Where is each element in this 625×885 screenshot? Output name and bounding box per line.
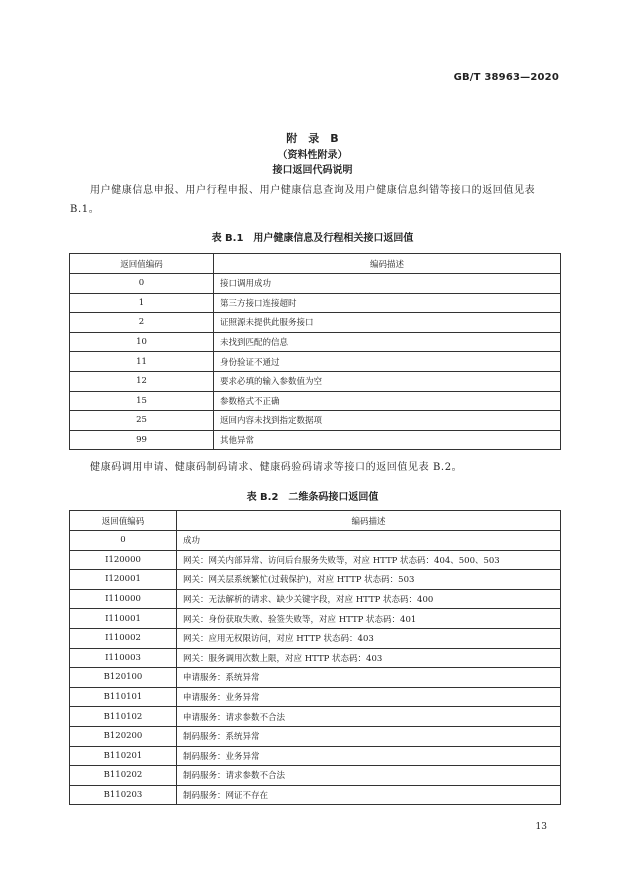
description-cell: 网关：身份获取失败、验签失败等，对应 HTTP 状态码：401 <box>177 609 561 629</box>
return-code-cell: I110000 <box>70 589 177 609</box>
return-code-cell: 12 <box>70 371 214 391</box>
description-cell: 制码服务：业务异常 <box>177 746 561 766</box>
description-cell: 第三方接口连接超时 <box>214 293 561 313</box>
return-code-cell: I110001 <box>70 609 177 629</box>
description-cell: 要求必填的输入参数值为空 <box>214 371 561 391</box>
annex-subtitle: （资料性附录） <box>277 150 348 161</box>
page-number: 13 <box>535 822 547 832</box>
return-code-cell: B110101 <box>70 687 177 707</box>
table-row <box>70 411 561 431</box>
table2-caption: 表 B.2 二维条码接口返回值 <box>246 492 379 503</box>
return-code-cell: B110102 <box>70 707 177 727</box>
annex-name: 接口返回代码说明 <box>272 165 353 176</box>
table-row <box>70 707 561 727</box>
return-code-cell: 2 <box>70 313 214 333</box>
description-cell: 身份验证不通过 <box>214 352 561 372</box>
return-code-cell: I110003 <box>70 648 177 668</box>
description-cell: 其他异常 <box>214 430 561 450</box>
table-row <box>70 687 561 707</box>
return-code-cell: 99 <box>70 430 214 450</box>
return-code-cell: I120000 <box>70 550 177 570</box>
table1-header-description: 编码描述 <box>214 254 561 274</box>
description-cell: 参数格式不正确 <box>214 391 561 411</box>
table-row <box>70 589 561 609</box>
return-code-cell: 10 <box>70 332 214 352</box>
table-row <box>70 531 561 551</box>
return-code-cell: B120200 <box>70 726 177 746</box>
description-cell: 制码服务：请求参数不合法 <box>177 766 561 786</box>
table-row <box>70 274 561 294</box>
description-cell: 制码服务：系统异常 <box>177 726 561 746</box>
description-cell: 网关：应用无权限访问，对应 HTTP 状态码：403 <box>177 628 561 648</box>
table1-header-code: 返回值编码 <box>70 254 214 274</box>
return-code-cell: I120001 <box>70 570 177 590</box>
description-cell: 网关：网关内部异常、访问后台服务失败等，对应 HTTP 状态码：404、500、503 <box>177 550 561 570</box>
return-code-cell: B110201 <box>70 746 177 766</box>
description-cell: 制码服务：网证不存在 <box>177 785 561 805</box>
table2 <box>69 510 561 805</box>
description-cell: 申请服务：系统异常 <box>177 668 561 688</box>
paragraph-table1-intro: 用户健康信息申报、用户行程申报、用户健康信息查询及用户健康信息纠错等接口的返回值见表 B.1。 <box>70 185 536 215</box>
table-row <box>70 746 561 766</box>
table2-header-code: 返回值编码 <box>70 511 177 531</box>
annex-title: 附 录 B <box>286 132 339 145</box>
table-row <box>70 785 561 805</box>
description-cell: 成功 <box>177 531 561 551</box>
description-cell: 返回内容未找到指定数据项 <box>214 411 561 431</box>
description-cell: 接口调用成功 <box>214 274 561 294</box>
table-row <box>70 430 561 450</box>
table-row <box>70 570 561 590</box>
table-row <box>70 726 561 746</box>
description-cell: 网关：服务调用次数上限，对应 HTTP 状态码：403 <box>177 648 561 668</box>
description-cell: 申请服务：请求参数不合法 <box>177 707 561 727</box>
return-code-cell: 25 <box>70 411 214 431</box>
return-code-cell: B110203 <box>70 785 177 805</box>
table2-header-description: 编码描述 <box>177 511 561 531</box>
table1 <box>69 253 561 450</box>
return-code-cell: B120100 <box>70 668 177 688</box>
table-row <box>70 391 561 411</box>
table-row <box>70 550 561 570</box>
description-cell: 申请服务：业务异常 <box>177 687 561 707</box>
return-code-cell: 0 <box>70 274 214 294</box>
return-code-cell: 1 <box>70 293 214 313</box>
return-code-cell: 15 <box>70 391 214 411</box>
standard-number: GB/T 38963—2020 <box>453 72 559 83</box>
table1-header-row <box>70 254 561 274</box>
table-row <box>70 668 561 688</box>
return-code-cell: 0 <box>70 531 177 551</box>
return-code-cell: B110202 <box>70 766 177 786</box>
table-row <box>70 766 561 786</box>
paragraph-table2-intro: 健康码调用申请、健康码制码请求、健康码验码请求等接口的返回值见表 B.2。 <box>90 462 463 473</box>
description-cell: 证照源未提供此服务接口 <box>214 313 561 333</box>
table-row <box>70 609 561 629</box>
description-cell: 网关：网关层系统繁忙(过载保护)，对应 HTTP 状态码：503 <box>177 570 561 590</box>
table-row <box>70 371 561 391</box>
table2-header-row <box>70 511 561 531</box>
table-row <box>70 648 561 668</box>
description-cell: 网关：无法解析的请求、缺少关键字段，对应 HTTP 状态码：400 <box>177 589 561 609</box>
table1-caption: 表 B.1 用户健康信息及行程相关接口返回值 <box>211 233 414 244</box>
return-code-cell: 11 <box>70 352 214 372</box>
table-row <box>70 352 561 372</box>
return-code-cell: I110002 <box>70 628 177 648</box>
table-row <box>70 293 561 313</box>
description-cell: 未找到匹配的信息 <box>214 332 561 352</box>
table-row <box>70 313 561 333</box>
table-row <box>70 332 561 352</box>
table-row <box>70 628 561 648</box>
